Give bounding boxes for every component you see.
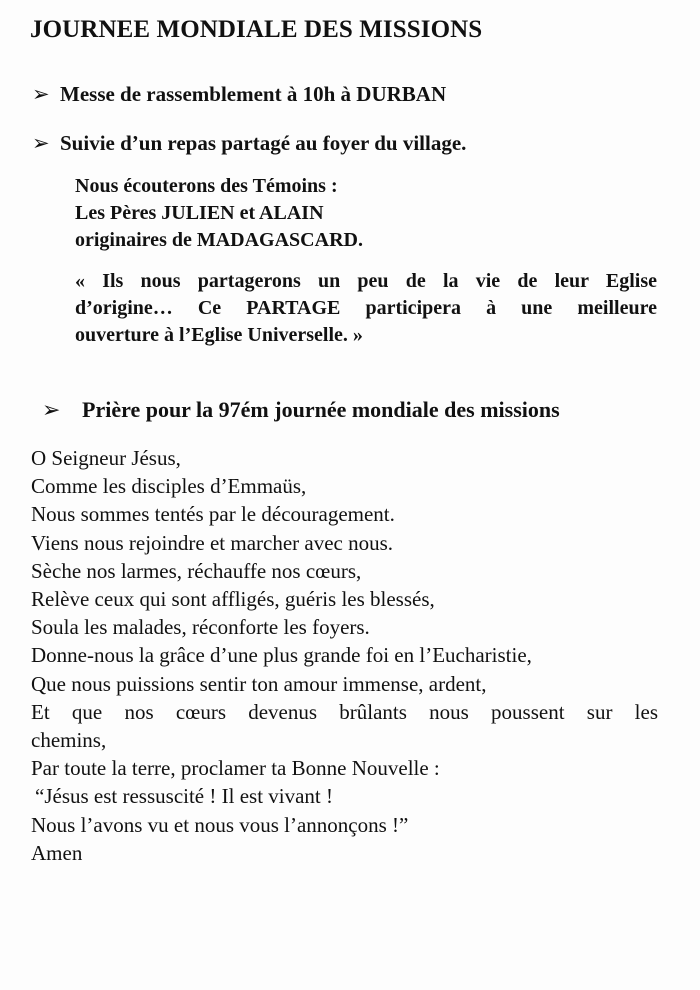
prayer-line: O Seigneur Jésus, [31,446,181,470]
page-title: JOURNEE MONDIALE DES MISSIONS [30,16,483,43]
prayer-heading-text: Prière pour la 97ém journée mondiale des missions [82,397,560,422]
sharing-quote [75,268,657,349]
bullet-meal [32,131,466,156]
prayer-line: Amen [31,840,83,865]
prayer-line: Relève ceux qui sont affligés, guéris les blessés, [31,587,435,612]
prayer-line: Et que nos cœurs devenus brûlants nous poussent sur les [31,699,658,724]
arrow-bullet-icon: ➢ [32,82,50,106]
prayer-line: Nous sommes tentés par le découragement. [31,502,395,527]
bullet-mass-text: Messe de rassemblement à 10h à DURBAN [60,82,447,106]
quote-line: d’origine… Ce PARTAGE participera à une meilleure [75,297,657,319]
prayer-text [31,444,658,867]
arrow-bullet-icon: ➢ [42,397,61,422]
prayer-line: Sèche nos larmes, réchauffe nos cœurs, [31,558,362,583]
witnesses-line: Nous écouterons des Témoins : [75,175,338,197]
bullet-meal-text: Suivie d’un repas partagé au foyer du village. [60,131,467,155]
prayer-line: Donne-nous la grâce d’une plus grande foi en l’Eucharistie, [31,643,532,668]
prayer-line: Par toute la terre, proclamer ta Bonne Nouvelle : [31,756,440,781]
quote-line: ouverture à l’Eglise Universelle. » [75,324,363,346]
prayer-line: Viens nous rejoindre et marcher avec nous. [31,530,394,555]
prayer-line: Nous l’avons vu et nous vous l’annonçons !” [31,812,409,837]
witnesses-block [75,173,363,254]
prayer-line: “Jésus est ressuscité ! Il est vivant ! [35,784,334,809]
witnesses-line: Les Pères JULIEN et ALAIN [75,202,324,224]
prayer-heading [42,397,560,423]
prayer-line: chemins, [31,728,107,753]
arrow-bullet-icon: ➢ [32,131,50,155]
prayer-line: Soula les malades, réconforte les foyers. [31,615,370,640]
prayer-line: Comme les disciples d’Emmaüs, [31,474,307,499]
quote-line: « Ils nous partagerons un peu de la vie de leur Eglise [75,270,657,292]
witnesses-line: originaires de MADAGASCARD. [75,229,363,251]
prayer-line: Que nous puissions sentir ton amour immense, ardent, [31,671,487,696]
bullet-mass [32,82,446,107]
